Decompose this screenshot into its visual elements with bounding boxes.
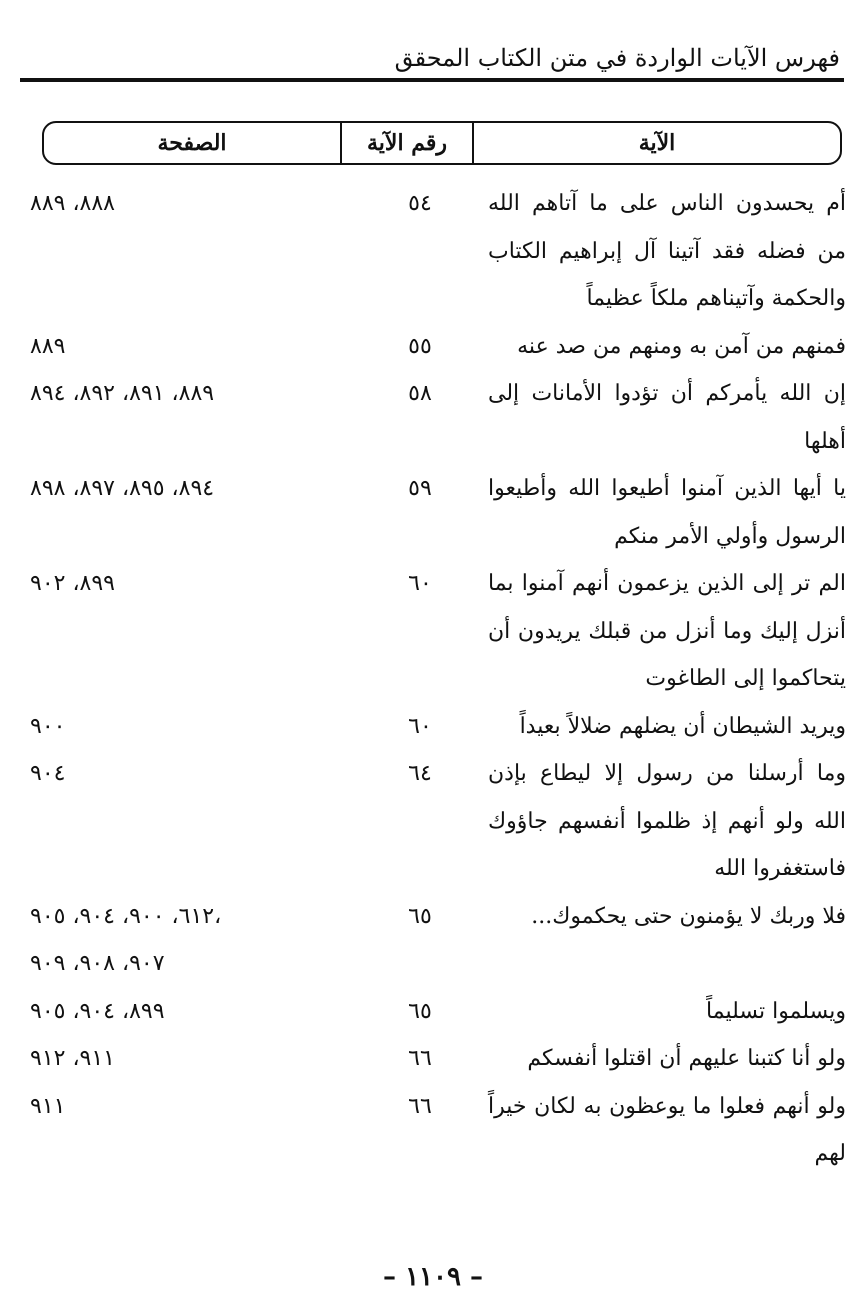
page-line: ٦١٢، ٩٠٠، ٩٠٤، ٩٠٥،: [30, 903, 222, 929]
table-row: [0, 893, 866, 988]
page-line: ٨٨٩: [30, 333, 66, 359]
page-line: ٩١١: [30, 1093, 66, 1119]
verse-text: ولو أنهم فعلوا ما يوعظون به لكان خيراً لهم: [488, 1093, 846, 1166]
verse-number: ٥٥: [408, 333, 432, 359]
table-row: [0, 988, 866, 1036]
page-line: ٨٩٩، ٩٠٢: [30, 571, 115, 596]
verse-text: إن الله يأمركم أن تؤدوا الأمانات إلى أهلها: [488, 381, 846, 454]
verse-number: ٥٨: [408, 381, 432, 406]
page-references: [22, 893, 322, 988]
page-line: ٨٩٩، ٩٠٤، ٩٠٥: [30, 998, 165, 1024]
verse-number: ٦٥: [408, 903, 432, 929]
page-number: – ١١٠٩ –: [383, 1262, 483, 1292]
page-line: ٩١١، ٩١٢: [30, 1046, 115, 1071]
page-line: ٨٨٨، ٨٨٩: [30, 191, 115, 216]
verse-number: ٥٤: [408, 191, 432, 216]
page-references: [22, 465, 322, 513]
page-line: ٨٩٤، ٨٩٥، ٨٩٧، ٨٩٨: [30, 476, 215, 501]
page-references: [22, 1083, 322, 1131]
verse-text: يا أيها الذين آمنوا أطيعوا الله وأطيعوا الرسول وأولي الأمر منكم: [488, 476, 846, 549]
running-title: فهرس الآيات الواردة في متن الكتاب المحقق: [394, 44, 840, 72]
column-header-verse-number: رقم الآية: [340, 123, 472, 163]
table-row: [0, 180, 866, 323]
verse-text: الم تر إلى الذين يزعمون أنهم آمنوا بما أنزل إليك وما أنزل من قبلك يريدون أن يتحاكموا إلى الطاغوت: [488, 571, 846, 691]
column-header-verse: الآية: [472, 123, 840, 163]
page-line: ٩٠٤: [30, 761, 66, 786]
verse-number: ٦٠: [408, 571, 432, 596]
page-header: [20, 38, 844, 78]
page-references: [22, 560, 322, 608]
table-row: [0, 750, 866, 893]
page-line: ٩٠٠: [30, 713, 66, 739]
verse-text: وما أرسلنا من رسول إلا ليطاع بإذن الله ولو أنهم إذ ظلموا أنفسهم جاؤوك فاستغفروا الله: [488, 761, 846, 881]
page-references: [22, 370, 322, 418]
page-references: [22, 703, 322, 751]
table-row: [0, 370, 866, 465]
page-references: [22, 323, 322, 371]
verse-text: فمنهم من آمن به ومنهم من صد عنه: [517, 333, 846, 359]
page-references: [22, 988, 322, 1036]
table-header: [42, 121, 842, 165]
verse-text: ولو أنا كتبنا عليهم أن اقتلوا أنفسكم: [527, 1046, 846, 1071]
verse-index-table: [0, 180, 866, 1178]
table-row: [0, 560, 866, 703]
table-row: [0, 465, 866, 560]
verse-number: ٦٦: [408, 1093, 432, 1119]
table-row: [0, 1035, 866, 1083]
table-row: [0, 323, 866, 371]
verse-number: ٦٠: [408, 713, 432, 739]
verse-text: فلا وربك لا يؤمنون حتى يحكموك...: [531, 903, 846, 929]
table-row: [0, 1083, 866, 1178]
page-line: ٨٨٩، ٨٩١، ٨٩٢، ٨٩٤: [30, 381, 215, 406]
verse-text: ويريد الشيطان أن يضلهم ضلالاً بعيداً: [519, 713, 846, 739]
header-divider: [20, 78, 844, 82]
verse-number: ٦٦: [408, 1046, 432, 1071]
table-row: [0, 703, 866, 751]
page-references: [22, 1035, 322, 1083]
verse-number: ٦٥: [408, 998, 432, 1024]
verse-text: أم يحسدون الناس على ما آتاهم الله من فضله فقد آتينا آل إبراهيم الكتاب والحكمة وآتيناهم ملكاً عظيماً: [488, 191, 846, 311]
verse-text: ويسلموا تسليماً: [706, 998, 846, 1024]
page-references: [22, 750, 322, 798]
page-references: [22, 180, 322, 228]
page-line: ٩٠٧، ٩٠٨، ٩٠٩: [30, 951, 165, 976]
column-header-page: الصفحة: [157, 130, 227, 156]
verse-number: ٦٤: [408, 761, 432, 786]
verse-number: ٥٩: [408, 476, 432, 501]
